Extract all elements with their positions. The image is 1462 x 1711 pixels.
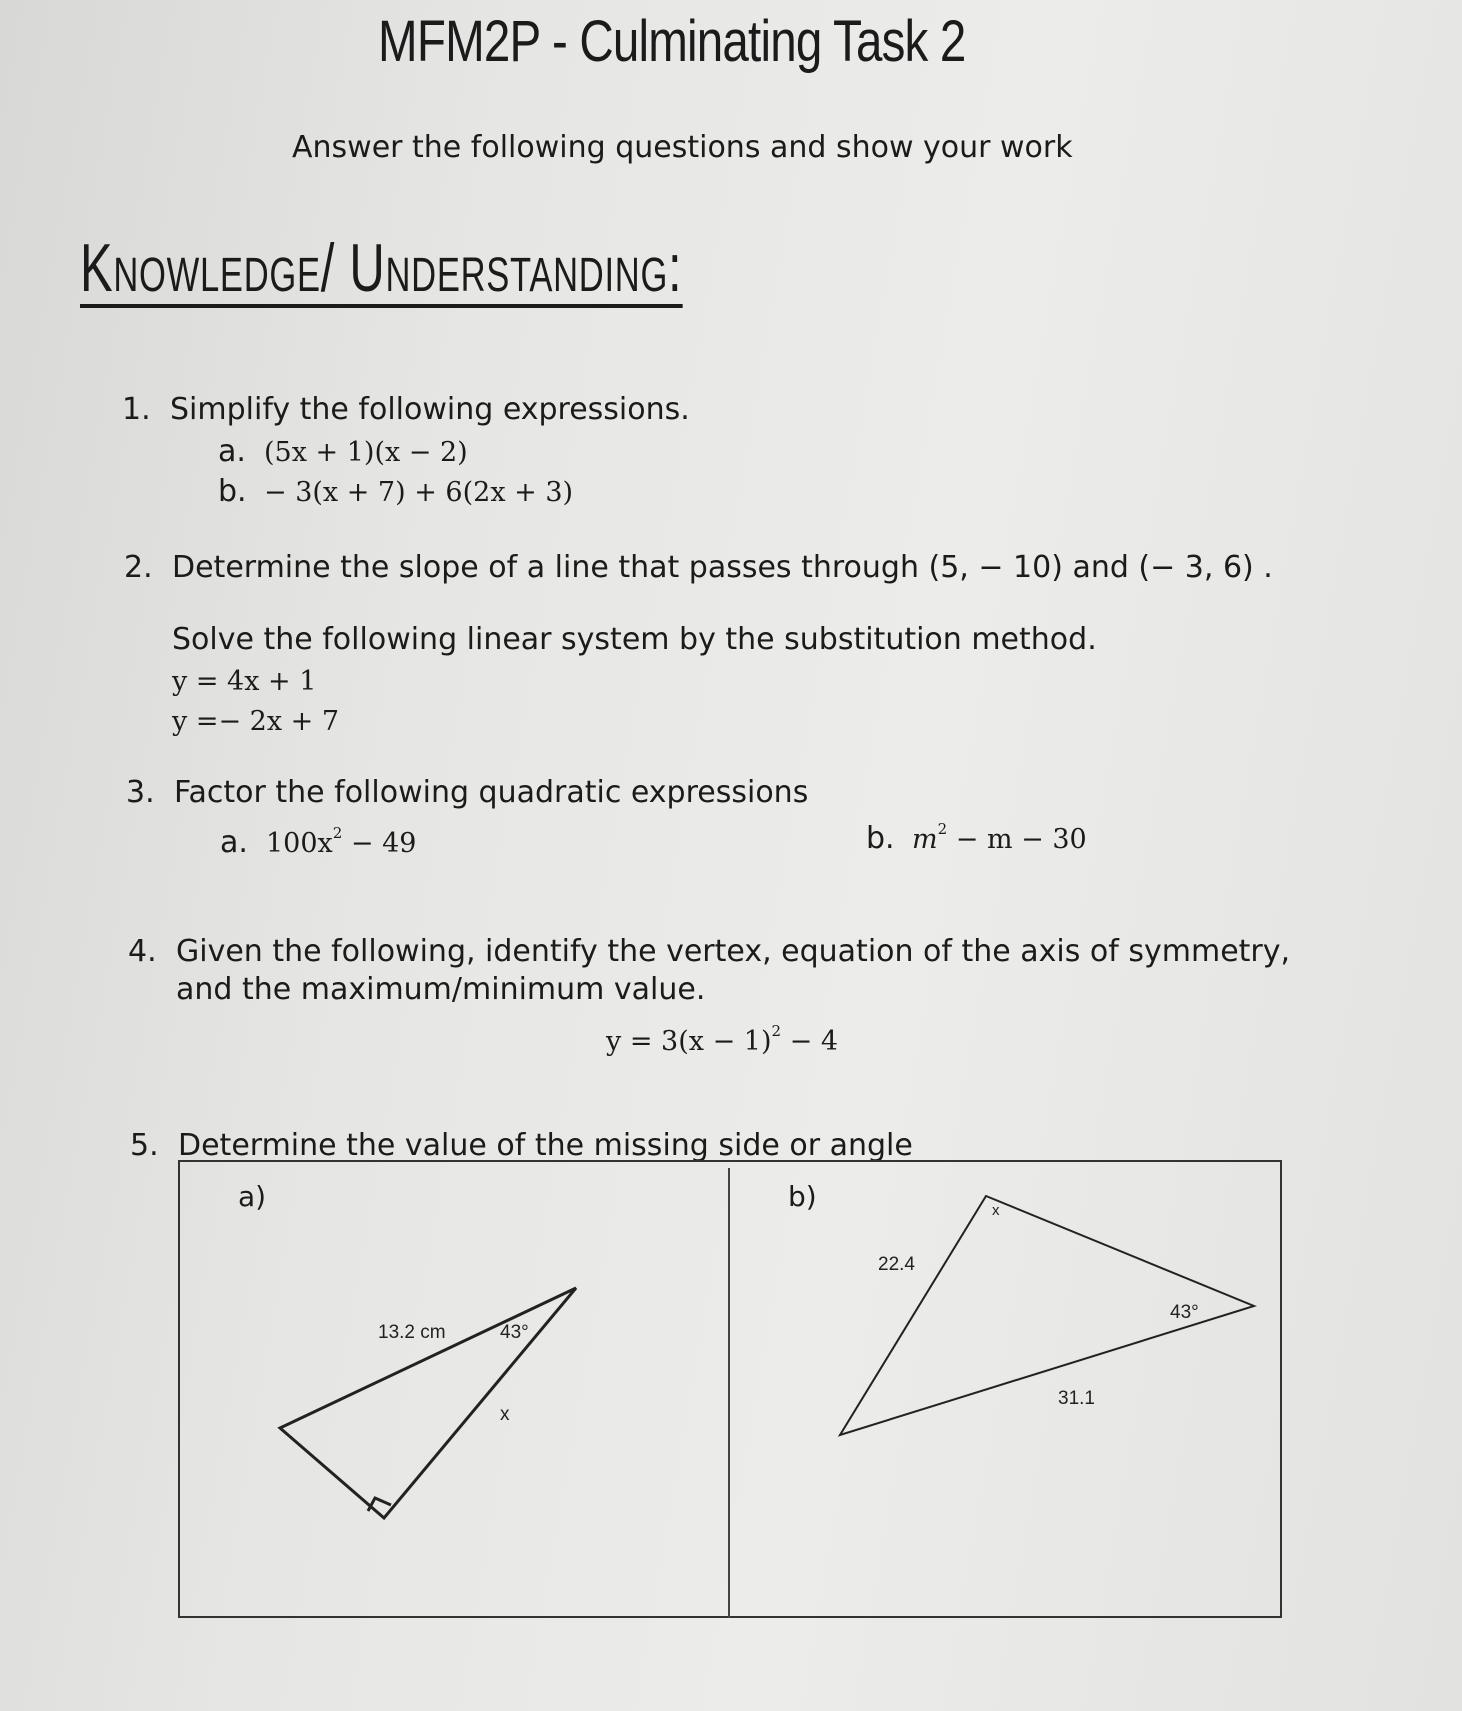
question-text: Determine the slope of a line that passes through (5, − 10) and (− 3, 6) . bbox=[172, 550, 1273, 585]
expression: $100x^2 - 49$ bbox=[266, 824, 417, 859]
question-number: 4. bbox=[128, 934, 157, 969]
part-label: b. bbox=[218, 474, 247, 509]
question-1a bbox=[218, 434, 468, 469]
question-number: 5. bbox=[130, 1128, 159, 1163]
equation-1: y = 4x + 1 bbox=[172, 666, 317, 697]
vertex-form-equation: $y = 3(x - 1)^2 - 4$ bbox=[606, 1022, 838, 1057]
question-text: Given the following, identify the vertex, equation of the axis of symmetry, bbox=[176, 934, 1291, 969]
instructions: Answer the following questions and show your work bbox=[292, 130, 1073, 165]
unknown-angle-label: x bbox=[992, 1202, 1000, 1219]
question-3a bbox=[220, 824, 416, 860]
angle-label: 43° bbox=[500, 1322, 529, 1343]
angle-label: 43° bbox=[1170, 1302, 1199, 1323]
right-triangle-diagram bbox=[180, 1168, 728, 1616]
page-title: MFM2P - Culminating Task 2 bbox=[378, 9, 966, 74]
question-text: Determine the value of the missing side or angle bbox=[178, 1128, 913, 1163]
question-4 bbox=[128, 934, 1290, 969]
question-4-line2: and the maximum/minimum value. bbox=[176, 972, 706, 1007]
expression: $m^2 - m - 30$ bbox=[912, 820, 1087, 855]
question-1b bbox=[218, 474, 573, 509]
question-text: Simplify the following expressions. bbox=[170, 392, 690, 427]
unknown-side-label: x bbox=[500, 1404, 510, 1425]
part-label: b. bbox=[866, 821, 895, 856]
part-b-label: b) bbox=[788, 1180, 817, 1213]
question-3 bbox=[126, 775, 808, 810]
equation-2: y =− 2x + 7 bbox=[172, 706, 340, 737]
expression: − 3(x + 7) + 6(2x + 3) bbox=[264, 477, 574, 508]
part-a-label: a) bbox=[238, 1180, 267, 1213]
expression: (5x + 1)(x − 2) bbox=[264, 437, 468, 468]
hypotenuse-label: 13.2 cm bbox=[378, 1322, 446, 1343]
question-number: 2. bbox=[124, 550, 153, 585]
question-5 bbox=[130, 1128, 913, 1163]
part-label: a. bbox=[218, 434, 246, 469]
question-number: 3. bbox=[126, 775, 155, 810]
question-1 bbox=[122, 392, 690, 427]
oblique-triangle-diagram bbox=[730, 1168, 1280, 1616]
part-label: a. bbox=[220, 825, 248, 860]
question-text: Factor the following quadratic expressions bbox=[174, 775, 809, 810]
side-label-2: 31.1 bbox=[1058, 1388, 1095, 1409]
question-2 bbox=[124, 550, 1273, 585]
question-3b bbox=[866, 820, 1087, 856]
question-number: 1. bbox=[122, 392, 151, 427]
section-heading: Knowledge/ Understanding: bbox=[80, 230, 683, 306]
side-label-1: 22.4 bbox=[878, 1254, 915, 1275]
linear-system-instruction: Solve the following linear system by the substitution method. bbox=[172, 622, 1097, 657]
